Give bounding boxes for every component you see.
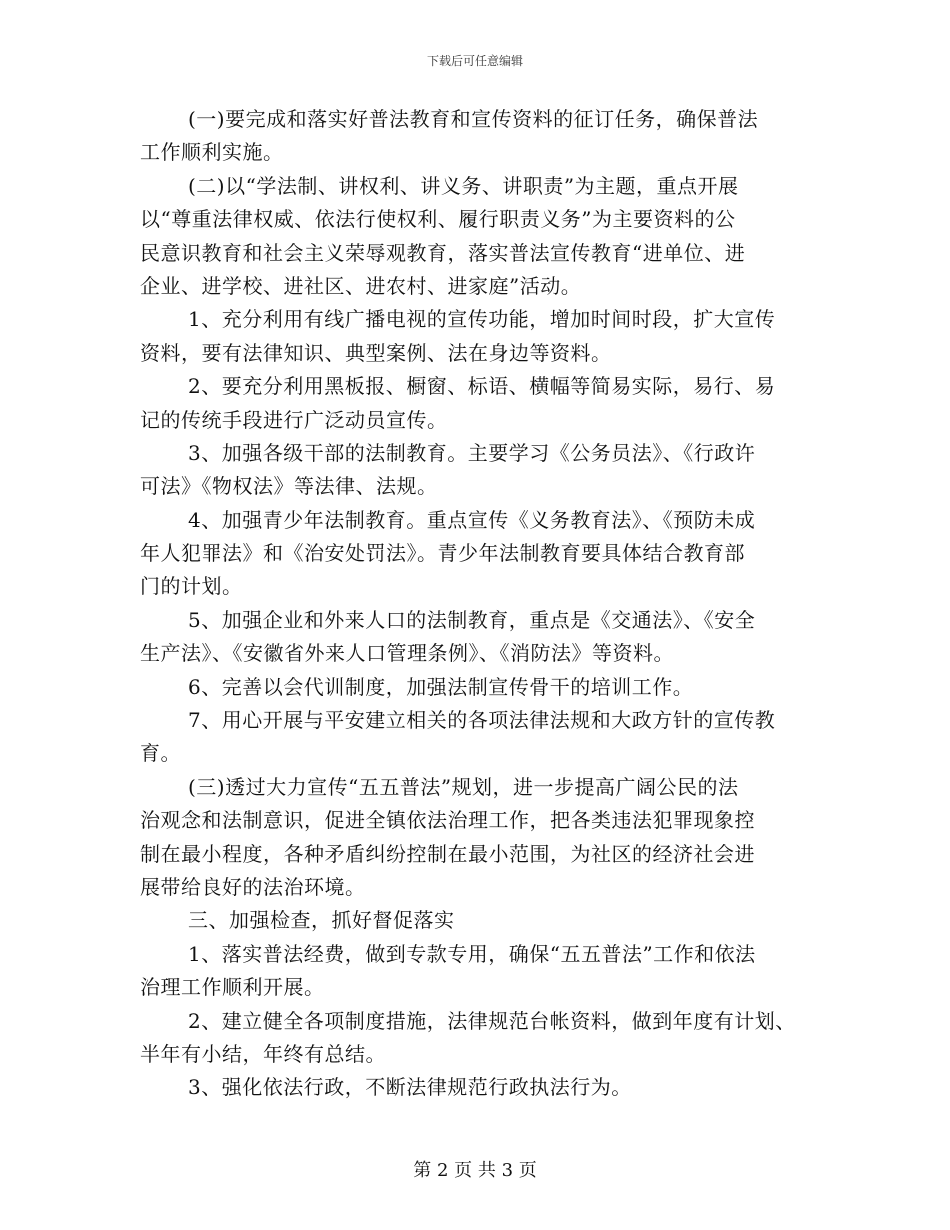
- paragraph-line: 工作顺利实施。: [140, 140, 284, 165]
- paragraph-line: 门的计划。: [140, 574, 243, 599]
- paragraph-line: 半年有小结，年终有总结。: [140, 1041, 386, 1066]
- paragraph-line: 治观念和法制意识，促进全镇依法治理工作，把各类违法犯罪现象控: [140, 808, 755, 833]
- paragraph-line: 3、强化依法行政，不断法律规范行政执法行为。: [188, 1075, 632, 1100]
- paragraph-line: 2、要充分利用黑板报、橱窗、标语、横幅等简易实际，易行、易: [188, 374, 776, 399]
- page-number: 第 2 页 共 3 页: [413, 1160, 537, 1181]
- paragraph-line: 2、建立健全各项制度措施，法律规范台帐资料，做到年度有计划、: [188, 1008, 796, 1033]
- paragraph-line: 1、落实普法经费，做到专款专用，确保“五五普法”工作和依法: [188, 941, 756, 966]
- paragraph-line: 制在最小程度，各种矛盾纠纷控制在最小范围，为社区的经济社会进: [140, 841, 755, 866]
- paragraph-line: 可法》《物权法》等法律、法规。: [140, 474, 438, 499]
- paragraph-line: 治理工作顺利开展。: [140, 975, 325, 1000]
- paragraph-line: 企业、进学校、进社区、进农村、进家庭”活动。: [140, 273, 582, 298]
- paragraph-line: 记的传统手段进行广泛动员宣传。: [140, 407, 448, 432]
- paragraph-line: 民意识教育和社会主义荣辱观教育，落实普法宣传教育“进单位、进: [140, 240, 746, 265]
- paragraph-line: 年人犯罪法》和《治安处罚法》。青少年法制教育要具体结合教育部: [140, 541, 745, 566]
- paragraph-line: 展带给良好的法治环境。: [140, 874, 366, 899]
- paragraph-line: (二)以“学法制、讲权利、讲义务、讲职责”为主题，重点开展: [188, 173, 739, 198]
- paragraph-line: 1、充分利用有线广播电视的宣传功能，增加时间时段，扩大宣传: [188, 307, 776, 332]
- paragraph-line: (一)要完成和落实好普法教育和宣传资料的征订任务，确保普法: [188, 107, 759, 131]
- paragraph-line: 资料，要有法律知识、典型案例、法在身边等资料。: [140, 340, 612, 365]
- paragraph-line: 5、加强企业和外来人口的法制教育，重点是《交通法》、《安全: [188, 607, 756, 632]
- section-heading: 三、加强检查，抓好督促落实: [188, 908, 455, 933]
- paragraph-line: 育。: [140, 741, 181, 766]
- page-header: 下载后可任意编辑: [426, 54, 523, 68]
- body-text: [140, 103, 820, 1105]
- paragraph-line: 7、用心开展与平安建立相关的各项法律法规和大政方针的宣传教: [188, 708, 776, 733]
- paragraph-line: 以“尊重法律权威、依法行使权利、履行职责义务”为主要资料的公: [140, 207, 736, 232]
- paragraph-line: 3、加强各级干部的法制教育。主要学习《公务员法》、《行政许: [188, 440, 756, 465]
- paragraph-line: (三)透过大力宣传“五五普法”规划，进一步提高广阔公民的法: [188, 774, 739, 799]
- paragraph-line: 4、加强青少年法制教育。重点宣传《义务教育法》、《预防未成: [188, 507, 756, 532]
- paragraph-line: 生产法》、《安徽省外来人口管理条例》、《消防法》等资料。: [140, 641, 674, 666]
- paragraph-line: 6、完善以会代训制度，加强法制宣传骨干的培训工作。: [188, 674, 694, 699]
